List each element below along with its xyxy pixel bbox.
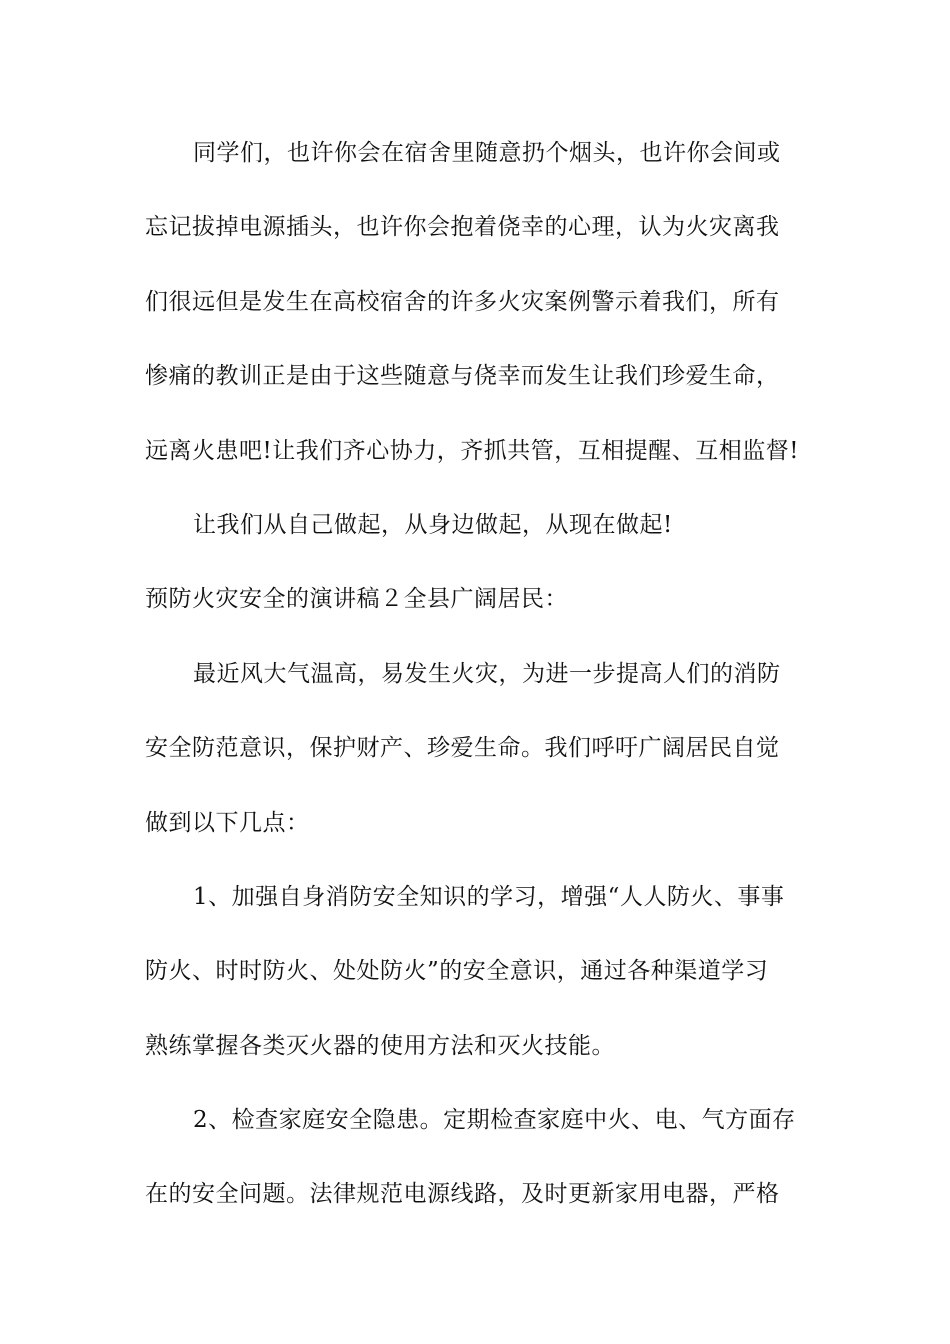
list-item-line: 在的安全问题。法律规范电源线路，及时更新家用电器，严格 [145,1181,780,1208]
paragraph-line: 安全防范意识，保护财产、珍爱生命。我们呼吁广阔居民自觉 [145,735,780,762]
paragraph-line: 忘记拔掉电源插头，也许你会抱着侥幸的心理，认为火灾离我 [145,214,780,241]
paragraph-line: 做到以下几点： [145,809,310,836]
document-body [145,128,815,1244]
list-item-line: 2、检查家庭安全隐患。定期检查家庭中火、电、气方面存 [193,1107,796,1134]
paragraph-line: 惨痛的教训正是由于这些随意与侥幸而发生让我们珍爱生命， [145,363,780,390]
list-item-line: 防火、时时防火、处处防火”的安全意识，通过各种渠道学习 [145,958,769,985]
paragraph-line: 最近风大气温高，易发生火灾，为进一步提高人们的消防 [193,660,781,687]
list-item-line: 熟练掌握各类灭火器的使用方法和灭火技能。 [145,1032,615,1059]
paragraph-line: 同学们，也许你会在宿舍里随意扔个烟头，也许你会间或 [193,140,781,166]
section-heading: 预防火灾安全的演讲稿２全县广阔居民： [145,586,568,613]
paragraph-line: 远离火患吧!让我们齐心协力，齐抓共管，互相提醒、互相监督! [145,437,799,464]
paragraph-line: 让我们从自己做起，从身边做起，从现在做起! [193,511,673,538]
list-item-line: 1、加强自身消防安全知识的学习，增强“人人防火、事事 [193,883,785,910]
paragraph-line: 们很远但是发生在高校宿舍的许多火灾案例警示着我们，所有 [145,288,780,315]
